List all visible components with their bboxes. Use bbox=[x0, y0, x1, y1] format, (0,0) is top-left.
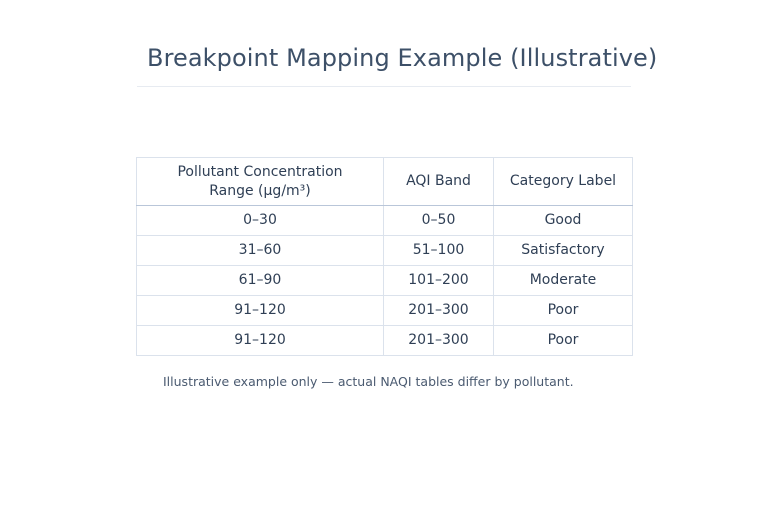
category-cell: Satisfactory bbox=[494, 236, 633, 266]
table-row bbox=[137, 236, 633, 266]
table-row bbox=[137, 326, 633, 356]
category-cell: Poor bbox=[494, 296, 633, 326]
breakpoint-table bbox=[136, 157, 633, 356]
page-title: Breakpoint Mapping Example (Illustrative) bbox=[147, 44, 658, 72]
table-header-row bbox=[137, 158, 633, 206]
category-cell: Moderate bbox=[494, 266, 633, 296]
header-concentration-range bbox=[137, 158, 384, 206]
aqi-band-cell: 201–300 bbox=[384, 326, 494, 356]
table-row bbox=[137, 266, 633, 296]
header-concentration-line2: Range (µg/m³) bbox=[209, 182, 311, 199]
concentration-cell: 31–60 bbox=[137, 236, 384, 266]
concentration-cell: 91–120 bbox=[137, 296, 384, 326]
table-row bbox=[137, 296, 633, 326]
category-cell: Good bbox=[494, 206, 633, 236]
footnote: Illustrative example only — actual NAQI tables differ by pollutant. bbox=[163, 374, 574, 389]
concentration-cell: 0–30 bbox=[137, 206, 384, 236]
table-row bbox=[137, 206, 633, 236]
category-cell: Poor bbox=[494, 326, 633, 356]
title-divider bbox=[137, 86, 631, 87]
header-aqi-band: AQI Band bbox=[384, 158, 494, 206]
concentration-cell: 91–120 bbox=[137, 326, 384, 356]
aqi-band-cell: 201–300 bbox=[384, 296, 494, 326]
header-category-label: Category Label bbox=[494, 158, 633, 206]
header-concentration-line1: Pollutant Concentration bbox=[177, 163, 343, 180]
aqi-band-cell: 101–200 bbox=[384, 266, 494, 296]
aqi-band-cell: 51–100 bbox=[384, 236, 494, 266]
concentration-cell: 61–90 bbox=[137, 266, 384, 296]
aqi-band-cell: 0–50 bbox=[384, 206, 494, 236]
